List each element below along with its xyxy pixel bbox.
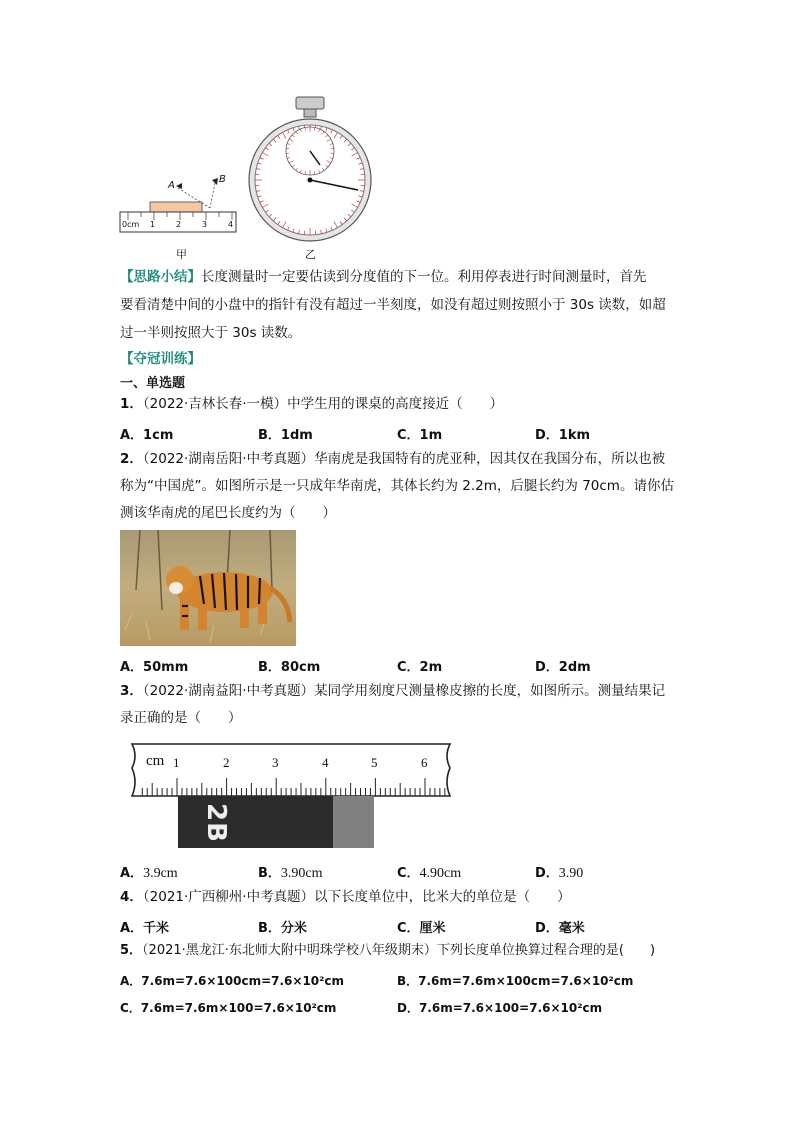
option-value: 3.90cm: [280, 866, 323, 881]
q3-option-a[interactable]: [120, 862, 178, 882]
ruler-tick-2: 2: [176, 220, 182, 229]
question-number: 3．: [120, 683, 143, 699]
ruler-unit-label: 0cm: [122, 220, 140, 229]
tiger-photo: [120, 530, 296, 646]
question-2-line-3: 测该华南虎的尾巴长度约为（ ）: [120, 505, 336, 521]
training-header: 【夺冠训练】: [120, 351, 201, 367]
stopwatch-caption: 乙: [305, 248, 316, 261]
q5-option-c[interactable]: C．7.6m=7.6m×100=7.6×10²cm: [120, 1001, 337, 1015]
q2-option-d[interactable]: D．2dm: [535, 660, 591, 675]
question-text: （2022·湖南益阳·中考真题）某同学用刻度尺测量橡皮擦的长度，如图所示。测量结果记: [142, 683, 666, 699]
q2-option-a[interactable]: A．50mm: [120, 660, 189, 675]
ruler3-tick-5: 5: [371, 755, 378, 770]
q3-option-d[interactable]: [535, 862, 583, 882]
ruler3-tick-2: 2: [223, 755, 230, 770]
option-letter: A．: [120, 866, 144, 881]
section-heading: 一、单选题: [120, 376, 186, 391]
question-number: 1．: [120, 396, 143, 412]
ruler-tick-4: 4: [228, 220, 234, 229]
question-number: 5．: [120, 943, 143, 958]
ruler3-tick-6: 6: [421, 755, 428, 770]
q5-option-d[interactable]: D．7.6m=7.6×100=7.6×10²cm: [397, 1001, 603, 1015]
option-letter: B．: [258, 866, 281, 881]
q4-option-a[interactable]: A．千米: [120, 921, 170, 936]
question-5: [120, 938, 655, 964]
question-number: 2．: [120, 451, 143, 467]
q4-option-d[interactable]: D．毫米: [535, 921, 585, 936]
option-value: 3.90: [558, 866, 584, 881]
ruler3-tick-4: 4: [322, 755, 329, 770]
question-3-line-2: 录正确的是（ ）: [120, 710, 242, 726]
summary-tag: 【思路小结】: [120, 269, 201, 285]
option-letter: C．: [397, 866, 420, 881]
ruler-caption: 甲: [176, 248, 187, 261]
summary-line-2: 要看清楚中间的小盘中的指针有没有超过一半刻度，如没有超过则按照小于 30s 读数，如超: [120, 297, 666, 313]
question-text: （2021·黑龙江·东北师大附中明珠学校八年级期末）下列长度单位换算过程合理的是( ): [142, 943, 656, 958]
q4-option-c[interactable]: C．厘米: [397, 921, 446, 936]
q1-option-c[interactable]: C．1m: [397, 428, 443, 443]
question-2: [120, 446, 665, 472]
ruler3-unit-label: cm: [146, 753, 165, 769]
option-value: 4.90cm: [419, 866, 462, 881]
q1-option-d[interactable]: D．1km: [535, 428, 591, 443]
eraser-label: 2B: [200, 803, 231, 843]
q3-option-c[interactable]: [397, 862, 461, 882]
q4-option-b[interactable]: B．分米: [258, 921, 307, 936]
summary-line-1: [120, 264, 647, 290]
ruler3-tick-3: 3: [272, 755, 279, 770]
question-text: （2021·广西柳州·中考真题）以下长度单位中，比米大的单位是（ ）: [142, 889, 571, 905]
question-1: [120, 391, 503, 417]
q3-option-b[interactable]: [258, 862, 323, 882]
question-text: （2022·湖南岳阳·中考真题）华南虎是我国特有的虎亚种，因其仅在我国分布，所以也被: [142, 451, 666, 467]
q1-option-b[interactable]: B．1dm: [258, 428, 313, 443]
stopwatch-figure: [248, 95, 378, 245]
point-b-label: B: [219, 174, 226, 185]
question-2-line-2: 称为“中国虎”。如图所示是一只成年华南虎，其体长约为 2.2m，后腿长约为 70cm。请你估: [120, 478, 674, 494]
ruler3-tick-1: 1: [173, 755, 180, 770]
ruler-tick-3: 3: [202, 220, 208, 229]
summary-text-1: 长度测量时一定要估读到分度值的下一位。利用停表进行时间测量时，首先: [201, 269, 647, 285]
question-number: 4．: [120, 889, 143, 905]
question-3: [120, 678, 665, 704]
question-text: （2022·吉林长春·一模）中学生用的课桌的高度接近（ ）: [142, 396, 504, 412]
ruler-tick-1: 1: [150, 220, 156, 229]
question-4: [120, 884, 571, 910]
option-letter: D．: [535, 866, 559, 881]
q5-option-b[interactable]: B．7.6m=7.6m×100cm=7.6×10²cm: [397, 974, 634, 988]
summary-line-3: 过一半则按照大于 30s 读数。: [120, 325, 302, 341]
point-a-label: A: [168, 180, 175, 191]
q2-option-c[interactable]: C．2m: [397, 660, 443, 675]
option-value: 3.9cm: [143, 866, 178, 881]
q5-option-a[interactable]: A．7.6m=7.6×100cm=7.6×10²cm: [120, 974, 345, 988]
q2-option-b[interactable]: B．80cm: [258, 660, 321, 675]
q1-option-a[interactable]: A．1cm: [120, 428, 174, 443]
